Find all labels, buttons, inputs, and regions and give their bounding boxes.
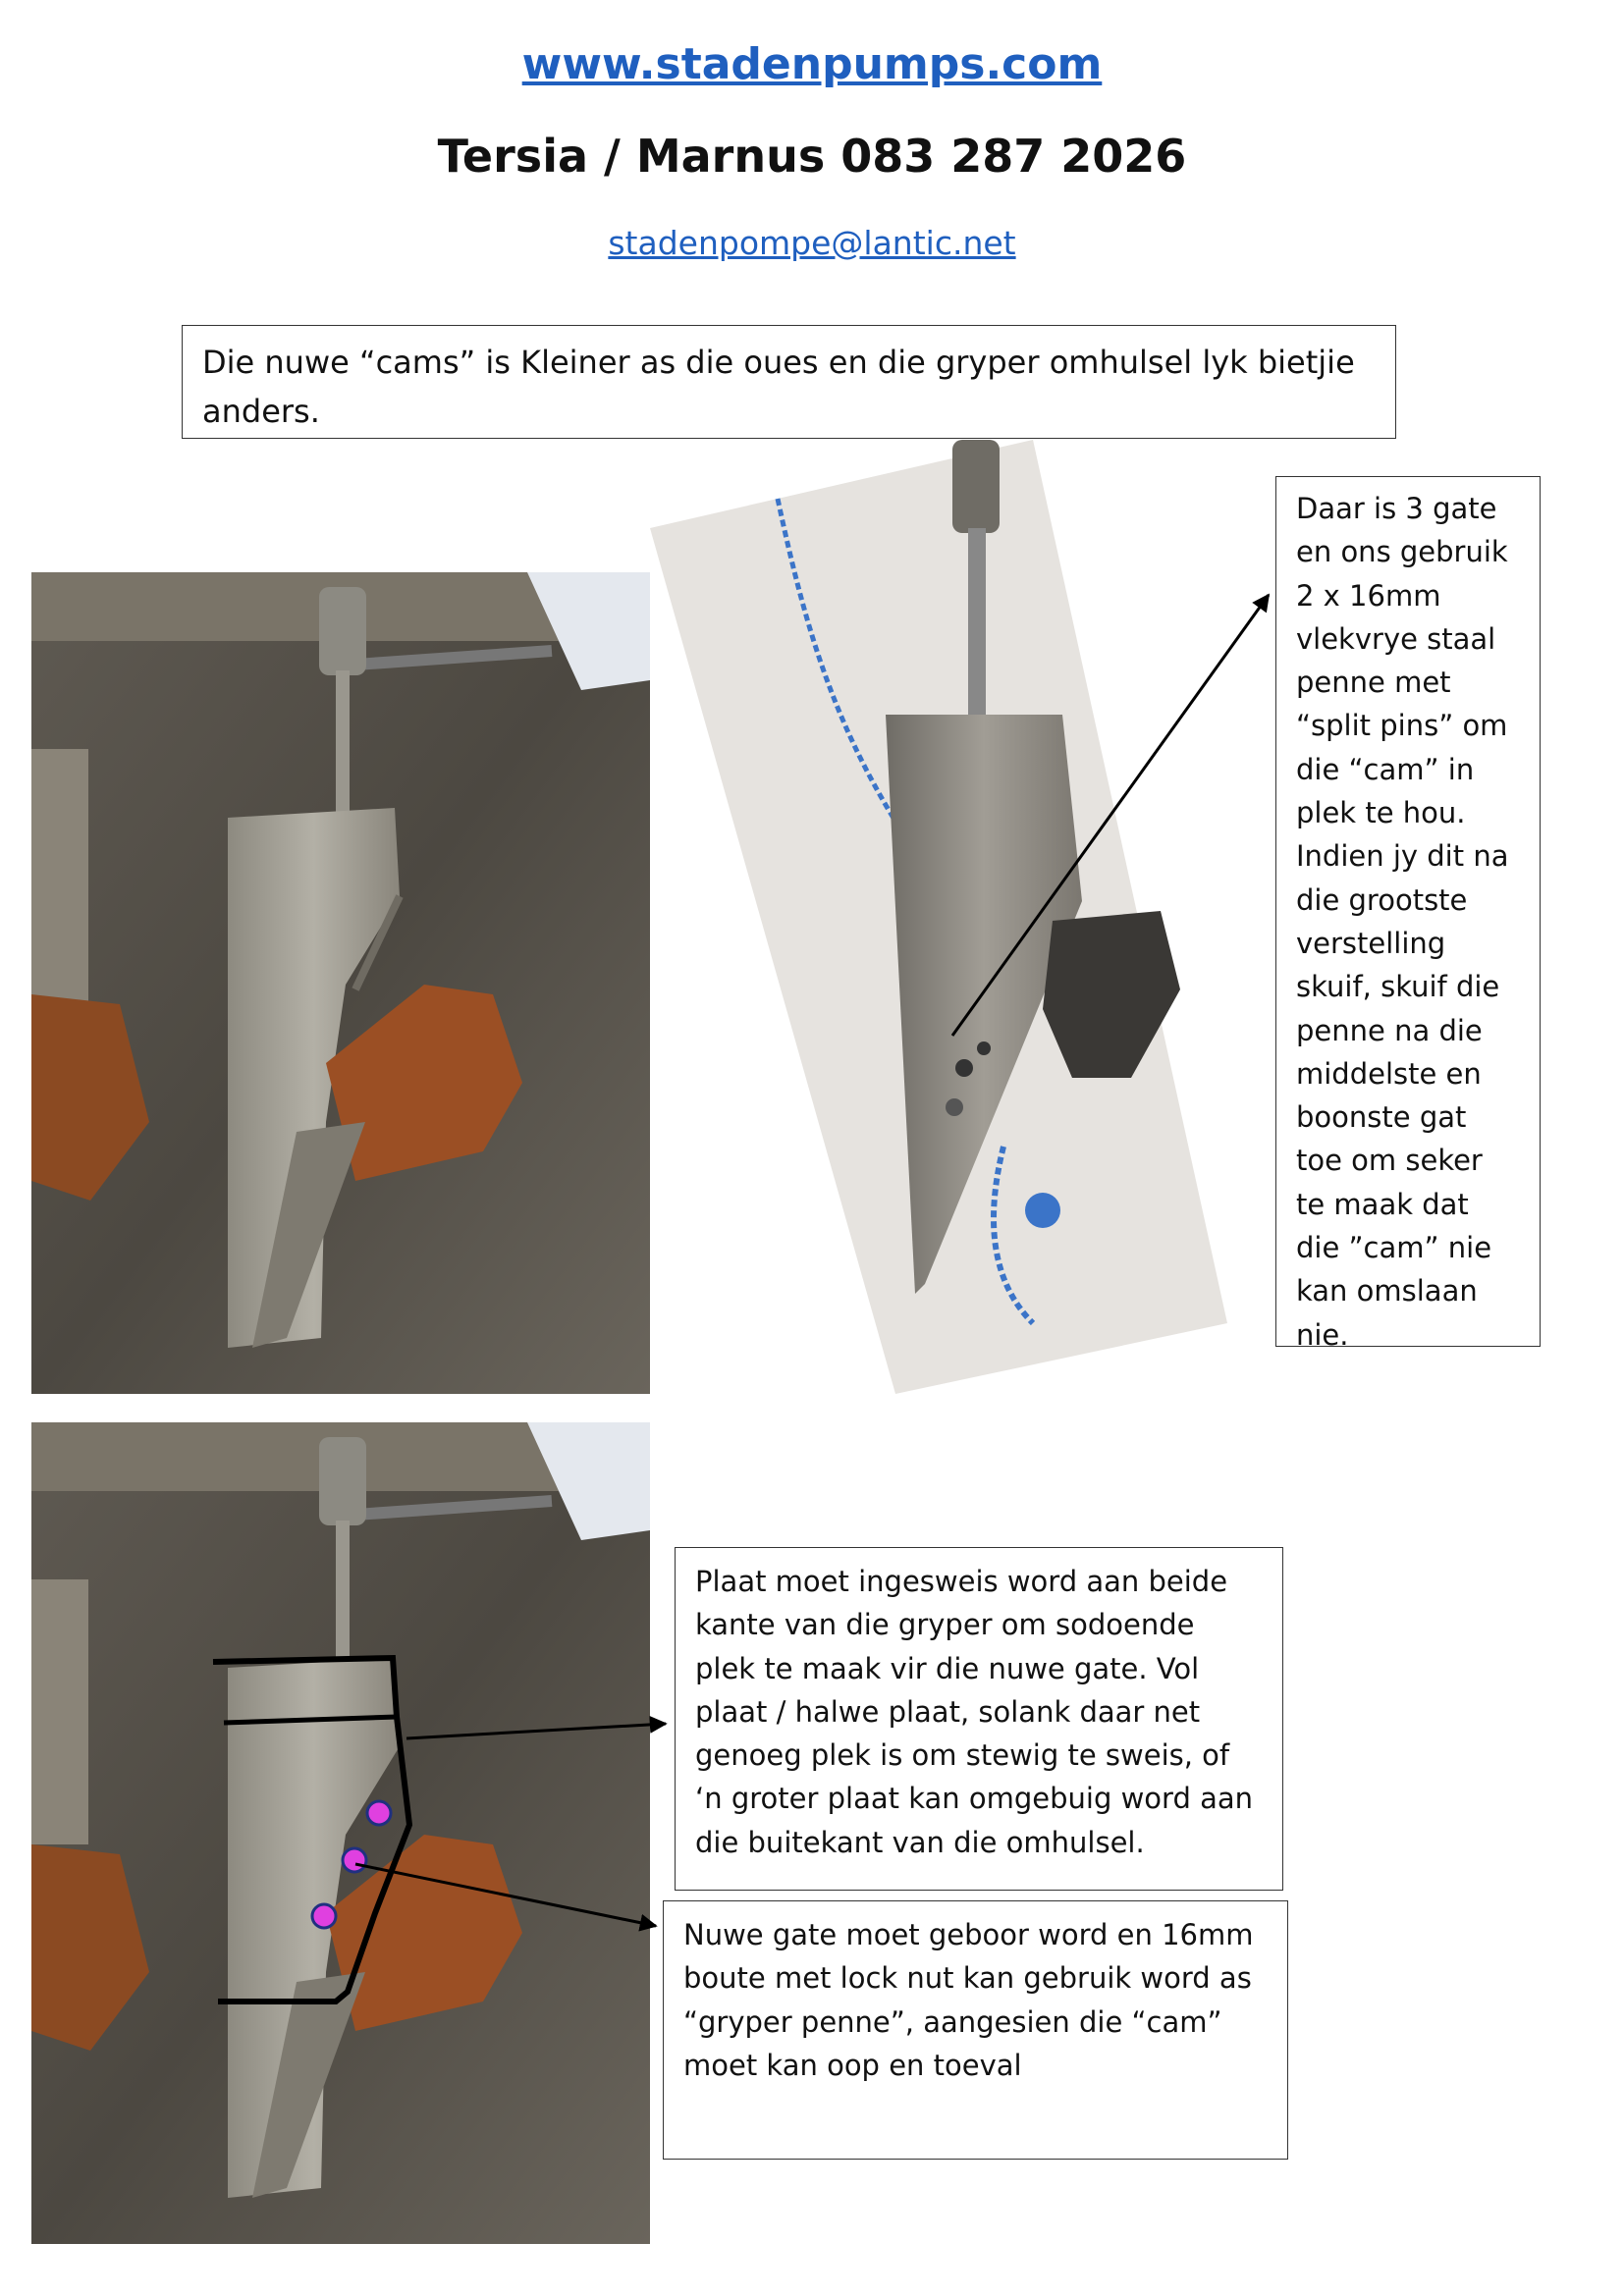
holes-note: Daar is 3 gate en ons gebruik 2 x 16mm vlekvrye staal penne met “split pins” om die “cam” in plek te hou. Indien jy dit na die grootste verstelling skuif, skuif die penne na die middelste en boonste gat toe om seker te maak dat die ”cam” nie kan omslaan nie. xyxy=(1275,476,1541,1347)
new-holes-note: Nuwe gate moet geboor word en 16mm boute met lock nut kan gebruik word as “gryper penne”, aangesien die “cam” moet kan oop en toeval xyxy=(663,1900,1288,2160)
intro-note: Die nuwe “cams” is Kleiner as die oues en die gryper omhulsel lyk bietjie anders. xyxy=(182,325,1396,439)
email-link[interactable]: stadenpompe@lantic.net xyxy=(608,224,1016,262)
plate-note: Plaat moet ingesweis word aan beide kante van die gryper om sodoende plek te maak vir die nuwe gate. Vol plaat / halwe plaat, solank daar net genoeg plek is om stewig te sweis, of ‘n groter plaat kan omgebuig word aan die buitekant van die omhulsel. xyxy=(675,1547,1283,1891)
contact-line: Tersia / Marnus 083 287 2026 xyxy=(437,130,1187,183)
website-link[interactable]: www.stadenpumps.com xyxy=(521,39,1103,89)
